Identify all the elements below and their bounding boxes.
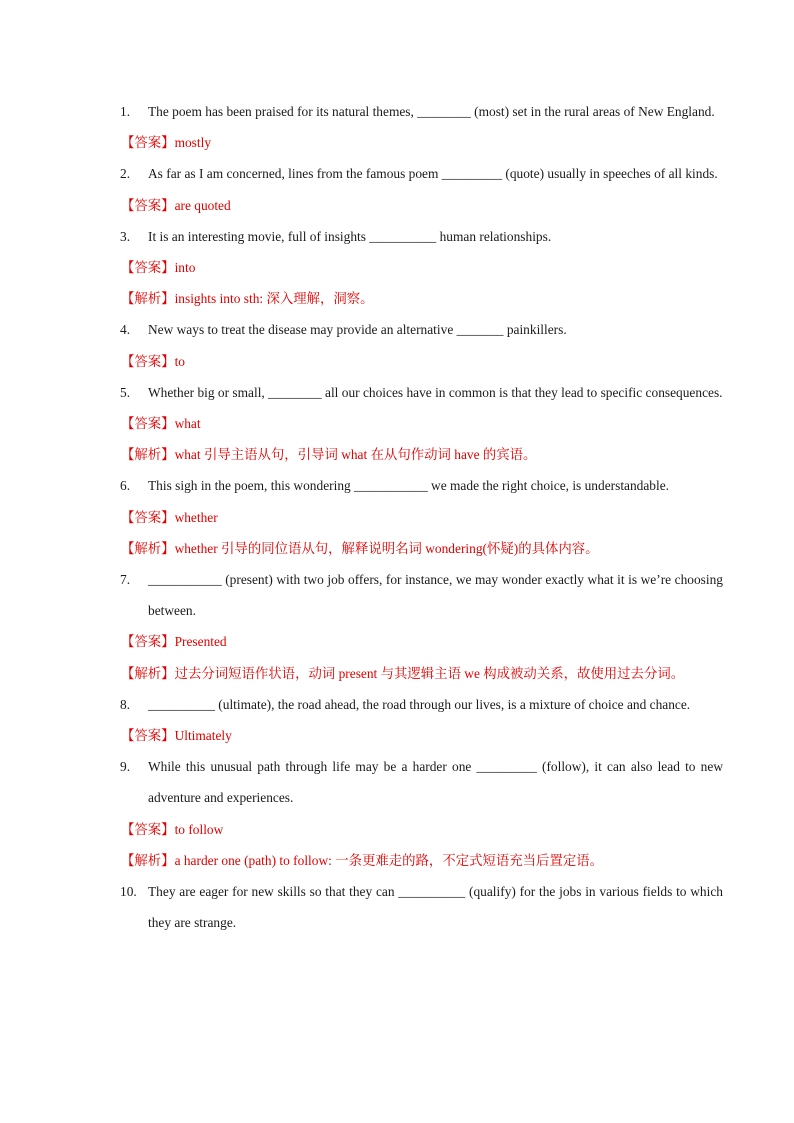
answer-tag: 【答案】 [121,416,175,432]
analysis-tag: 【解析】 [121,447,175,463]
answer-text: what [174,416,201,432]
analysis-text: 过去分词短语作状语，动词 present 与其逻辑主语 we 构成被动关系，故使用过去分词。 [174,665,685,681]
question-1 [120,96,723,127]
question-2 [120,158,723,189]
analysis-line [121,439,723,470]
answer-tag: 【答案】 [121,509,175,525]
question-text: They are eager for new skills so that they can __________ (qualify) for the jobs in various fields to which they are strange. [148,884,723,931]
question-number: 8. [120,696,131,712]
question-text: New ways to treat the disease may provide an alternative _______ painkillers. [148,322,567,338]
question-number: 10. [120,884,137,900]
question-number: 7. [120,572,131,588]
analysis-text: insights into sth: 深入理解，洞察。 [174,291,374,307]
answer-text: into [174,260,196,276]
answer-line [121,814,723,845]
answer-tag: 【答案】 [121,353,175,369]
answer-line [121,252,723,283]
analysis-line [121,533,723,564]
question-text: __________ (ultimate), the road ahead, the road through our lives, is a mixture of choice and chance. [148,696,691,712]
question-10 [120,876,723,938]
question-8 [120,689,723,720]
answer-tag: 【答案】 [121,728,175,744]
question-text: Whether big or small, ________ all our choices have in common is that they lead to specific consequences. [148,384,723,400]
analysis-text: whether 引导的同位语从句，解释说明名词 wondering(怀疑)的具体内容。 [174,540,599,556]
question-9 [120,751,723,813]
answer-line [121,190,723,221]
answer-tag: 【答案】 [121,821,175,837]
answer-line [121,502,723,533]
analysis-tag: 【解析】 [121,291,175,307]
answer-line [121,626,723,657]
question-text: This sigh in the poem, this wondering ___________ we made the right choice, is understandable. [148,478,670,494]
exercise-list [120,96,723,938]
question-text: The poem has been praised for its natural themes, ________ (most) set in the rural areas of New England. [148,104,715,119]
analysis-line [121,845,723,876]
question-3 [120,221,723,252]
analysis-tag: 【解析】 [121,540,175,556]
answer-text: to follow [174,821,224,837]
analysis-text: what 引导主语从句，引导词 what 在从句作动词 have 的宾语。 [174,447,537,463]
question-text: As far as I am concerned, lines from the famous poem _________ (quote) usually in speeches of all kinds. [148,166,718,182]
analysis-line [121,283,723,314]
answer-text: are quoted [174,197,231,213]
analysis-line [121,658,723,689]
answer-line [121,720,723,751]
answer-text: Ultimately [174,728,232,744]
analysis-tag: 【解析】 [121,665,175,681]
answer-tag: 【答案】 [121,634,175,650]
answer-text: whether [174,509,218,525]
answer-tag: 【答案】 [121,260,175,276]
question-6 [120,470,723,501]
question-number: 3. [120,228,131,244]
answer-line [121,346,723,377]
question-number: 4. [120,322,131,338]
question-4 [120,314,723,345]
question-text: It is an interesting movie, full of insights __________ human relationships. [148,228,552,244]
analysis-tag: 【解析】 [121,852,175,868]
question-7 [120,564,723,626]
answer-text: to [174,353,185,369]
answer-text: mostly [174,135,212,151]
question-number: 6. [120,478,131,494]
question-5 [120,377,723,408]
answer-line [121,408,723,439]
question-text: While this unusual path through life may be a harder one _________ (follow), it can also lead to new adventure and experiences. [148,759,723,806]
question-number: 5. [120,384,131,400]
question-number: 2. [120,166,131,182]
answer-line [121,127,723,158]
answer-tag: 【答案】 [121,135,175,151]
answer-tag: 【答案】 [121,197,175,213]
analysis-text: a harder one (path) to follow: 一条更难走的路，不定式短语充当后置定语。 [174,852,604,868]
answer-text: Presented [174,634,227,650]
question-number: 9. [120,759,131,775]
question-number: 1. [120,104,131,119]
question-text: ___________ (present) with two job offers, for instance, we may wonder exactly what it is we’re choosing between. [148,572,723,619]
